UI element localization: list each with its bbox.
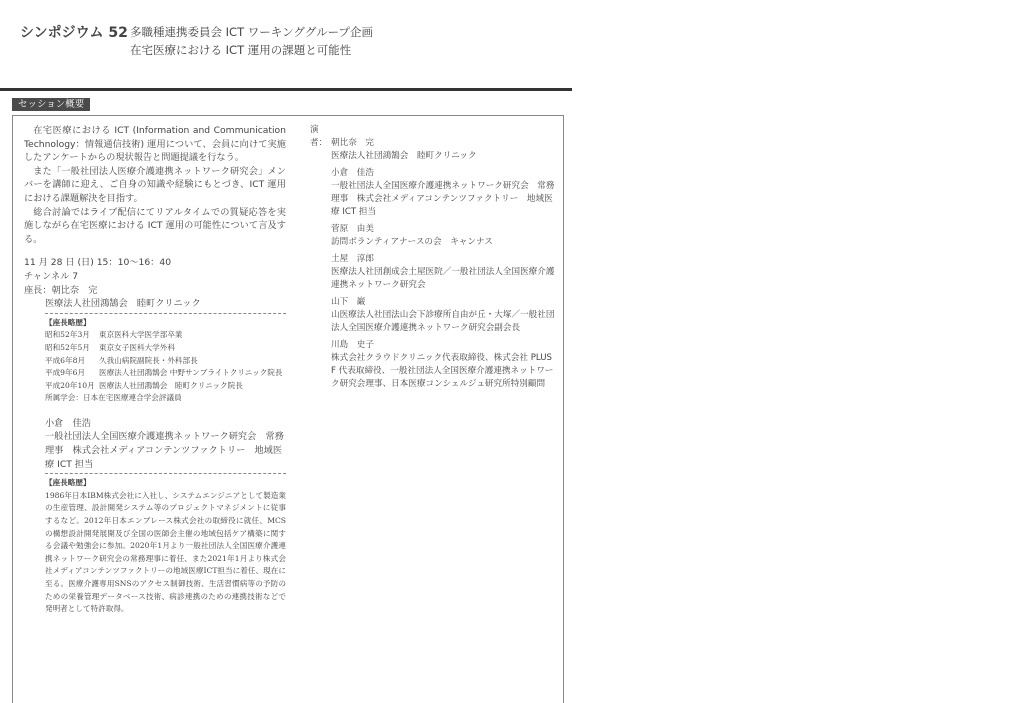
chair-label: 座長： <box>24 284 52 296</box>
speaker-name: 川島 史子 <box>331 340 374 350</box>
bio-row <box>45 380 286 393</box>
bio-date: 平成6年8月 <box>45 355 86 365</box>
symposium-number: シンポジウム 52 <box>20 25 128 41</box>
schedule-channel: チャンネル 7 <box>24 270 79 282</box>
speaker-name: 山下 巌 <box>331 297 366 307</box>
speaker-name: 菅原 由美 <box>331 224 374 234</box>
bio-date: 昭和52年3月 <box>45 330 90 340</box>
bio-text: 医療法人社団鴻鵠会 睦町クリニック院長 <box>99 380 243 390</box>
bio-row <box>45 342 286 355</box>
speakers-label: 演者： <box>310 125 328 148</box>
chair-1-society: 所属学会：日本在宅医療連合学会評議員 <box>45 393 182 403</box>
chair-2-bio-text: 1986年日本IBM株式会社に入社し、システムエンジニアとして製造業の生産管理、設計開発システム等のプロジェクトマネジメントに従事するなど。2012年日本エンブレース株式会社の取締役に就任、MCSの構想設計開発展開及び全国の医師会主催の地域包括ケア構築に関する会議や勉強会に参加。2020年1月より一般社団法人全国医療介護連携ネットワーク研究会の常務理事に着任、また2021年1月より株式会社メディアコンテンツファクトリーの地域医療ICT担当に着任、現在に至る。医療介護専用SNSのアクセス制御技術、生活習慣病等の予防のための栄養管理データベース技術、病診連携のための連携技術などで発明者として特許取得。 <box>45 490 286 614</box>
bio-text: 久我山病院副院長・外科部長 <box>99 355 198 365</box>
symposium-title: 在宅医療における ICT 運用の課題と可能性 <box>130 43 352 57</box>
chair-1-name: 朝比奈 完 <box>51 284 98 296</box>
symposium-organizer: 多職種連携委員会 ICT ワーキンググループ企画 <box>130 25 373 39</box>
speaker-affiliation: 医療法人社団創成会土屋医院／一般社団法人全国医療介護連携ネットワーク研究会 <box>331 267 555 290</box>
speaker-block <box>310 339 556 391</box>
speaker-affiliation: 一般社団法人全国医療介護連携ネットワーク研究会 常務理事 株式会社メディアコンテンツファクトリー 地域医療 ICT 担当 <box>331 181 555 217</box>
speaker-block <box>310 167 556 219</box>
speaker-block <box>310 253 556 292</box>
speaker-block <box>310 296 556 335</box>
speaker-affiliation: 株式会社クラウドクリニック代表取締役、株式会社 PLUS F 代表取締役、一般社団法人全国医療介護連携ネットワーク研究会理事、日本医療コンシェルジュ研究所特別顧問 <box>331 353 554 389</box>
bio-text: 東京医科大学医学部卒業 <box>99 330 183 340</box>
chair-2-bio-heading: 【座長略歴】 <box>45 478 91 488</box>
session-label: セッション概要 <box>12 98 90 111</box>
header-rule <box>0 88 572 91</box>
left-column <box>24 124 286 616</box>
bio-date: 平成20年10月 <box>45 380 95 390</box>
speaker-1-name-row <box>310 124 556 150</box>
bio-text: 東京女子医科大学外科 <box>99 342 175 352</box>
chair-1-name-row <box>24 284 286 298</box>
bio-row <box>45 329 286 342</box>
schedule-datetime: 11 月 28 日 (日) 15：10～16：40 <box>24 257 172 269</box>
chair-1-affiliation: 医療法人社団鴻鵠会 睦町クリニック <box>45 298 201 310</box>
speaker-affiliation: 訪問ボランティアナースの会 キャンナス <box>331 237 493 247</box>
chair-1-bio-heading: 【座長略歴】 <box>45 317 91 327</box>
bio-date: 平成9年6月 <box>45 368 86 378</box>
chair-2-bio <box>45 473 286 616</box>
speaker-affiliation: 山医療法人社団法山会下診療所自由が丘・大塚／一般社団法人全国医療介護連携ネットワーク研究会副会長 <box>331 310 555 333</box>
chair-2-affiliation: 一般社団法人全国医療介護連携ネットワーク研究会 常務理事 株式会社メディアコンテンツファクトリー 地域医療 ICT 担当 <box>45 431 284 470</box>
speaker-name: 小倉 佳浩 <box>331 168 374 178</box>
speaker-block <box>310 223 556 249</box>
bio-text: 医療法人社団鴻鵠会 中野サンブライトクリニック院長 <box>99 368 283 378</box>
speaker-name: 土屋 淳郎 <box>331 254 374 264</box>
right-column <box>310 124 556 395</box>
bio-row <box>45 367 286 380</box>
bio-date: 昭和52年5月 <box>45 342 90 352</box>
overview-paragraph: 総合討論ではライブ配信にてリアルタイムでの質疑応答を実施しながら在宅医療における ICT 運用の可能性について言及する。 <box>24 206 286 245</box>
overview-paragraph: また「一般社団法人医療介護連携ネットワーク研究会」メンバーを講師に迎え、ご自身の知識や経験にもとづき、ICT 運用における課題解決を目指す。 <box>24 165 286 204</box>
chair-2-name: 小倉 佳浩 <box>45 417 91 429</box>
bio-row <box>45 355 286 368</box>
speaker-block <box>310 124 556 163</box>
overview-paragraph: 在宅医療における ICT (Information and Communication Technology：情報通信技術) 運用について、会員に向けて実施したアンケートからの現状報告と問題提議を行なう。 <box>24 125 286 164</box>
chair-1-bio <box>45 313 286 405</box>
speaker-name: 朝比奈 完 <box>331 138 374 148</box>
speaker-affiliation: 医療法人社団鴻鵠会 睦町クリニック <box>331 151 477 161</box>
